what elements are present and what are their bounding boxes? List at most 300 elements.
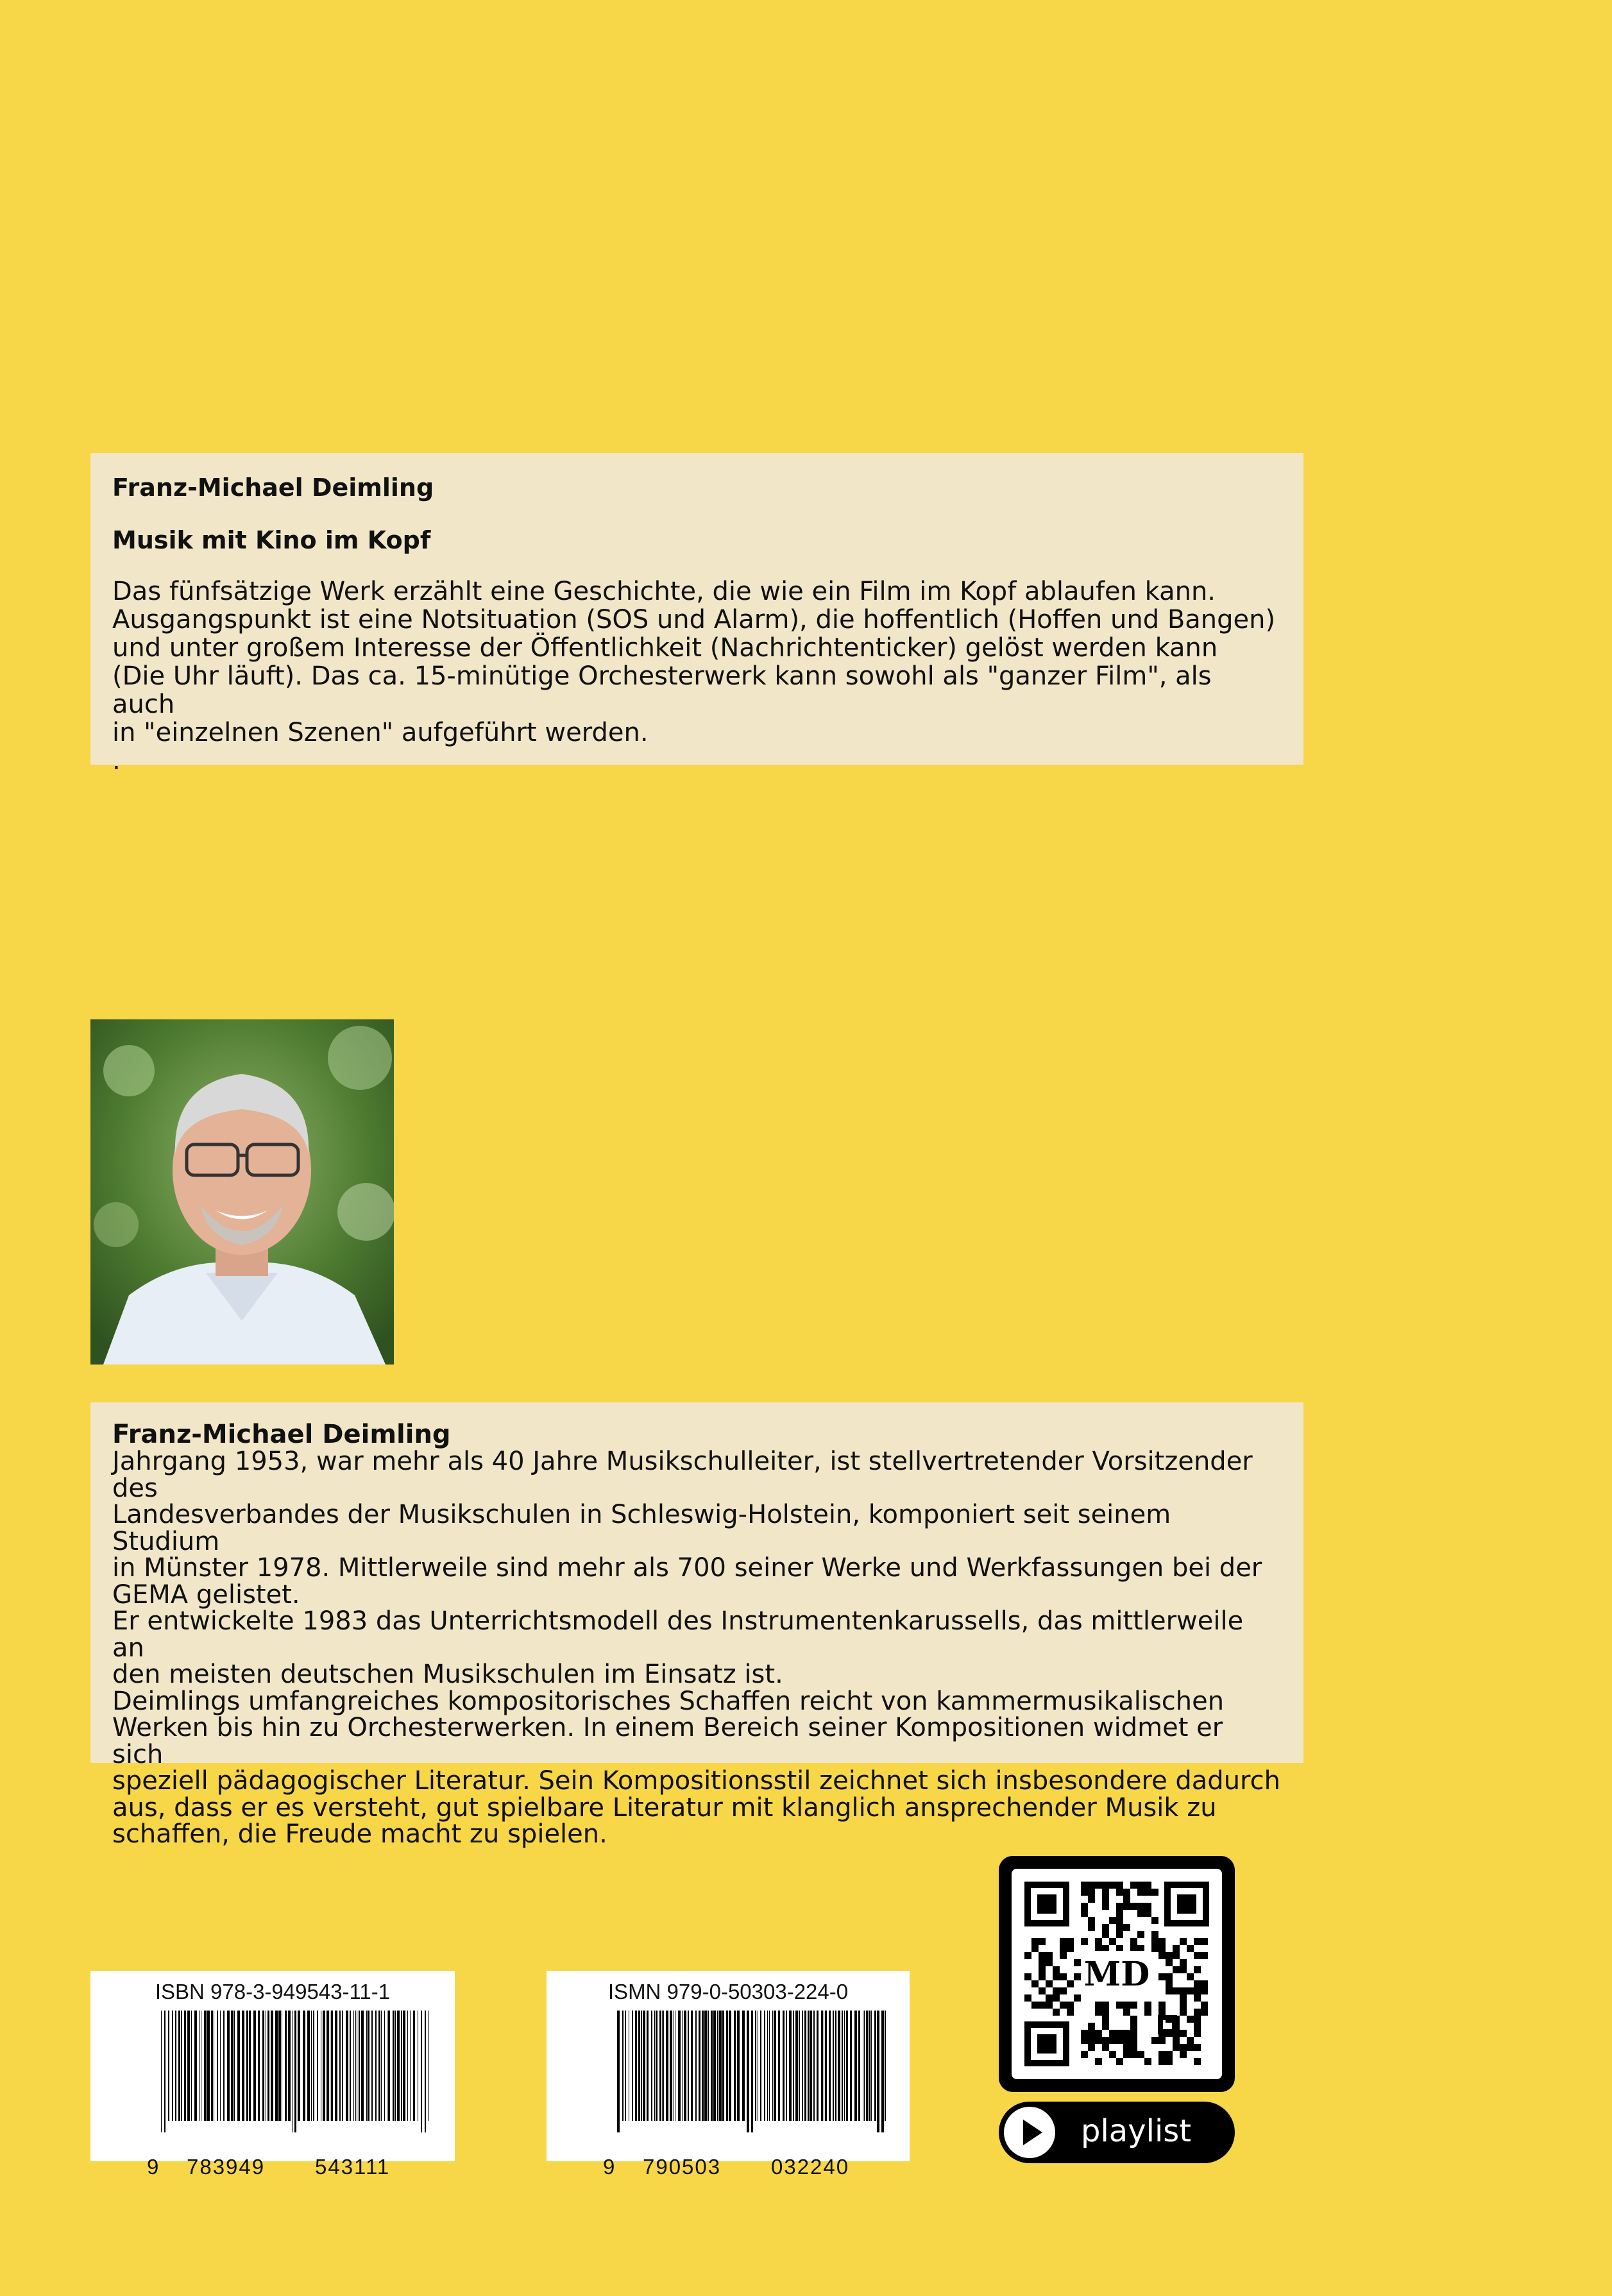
barcode-bar (342, 2011, 343, 2121)
composer-portrait-photo (90, 1019, 394, 1365)
barcode-bar (249, 2011, 251, 2121)
barcode-bar (428, 2011, 429, 2121)
qr-module (1067, 1945, 1074, 1952)
qr-module (1116, 1924, 1123, 1931)
barcode-bar (275, 2011, 278, 2121)
barcode-bar (864, 2011, 865, 2121)
qr-module (1116, 2058, 1123, 2065)
barcode-bar (317, 2011, 318, 2121)
barcode-bar (191, 2011, 192, 2121)
ismn-digit-first: 9 (603, 2155, 616, 2179)
bio-text: Jahrgang 1953, war mehr als 40 Jahre Musikschulleiter, ist stellvertretender Vorsitzender des Landesverbandes der Musikschulen in Schleswig-Holstein, komponiert seit seinem Studium in Münster 1978. Mittlerweile sind mehr als 700 seiner Werke und Werkfassungen bei der GEMA gelistet. Er entwickelte 1983 das Unterrichtsmodell des Instrumentenkarussells, das mittlerweile an den meisten deutschen Musikschulen im Einsatz ist. Deimlings umfangreiches kompositorisches Schaffen reicht von kammermusikalischen Werken bis hin zu Orchesterwerken. In einem Bereich seiner Kompositionen widmet er sich speziell pädagogischer Literatur. Sein Kompositionsstil zeichnet sich insbesondere dadurch aus, dass er es versteht, gut spielbare Literatur mit klanglich ansprechender Musik zu schaffen, die Freude macht zu spielen. (112, 1447, 1280, 1849)
qr-module (1158, 2009, 1166, 2016)
qr-module (1180, 1966, 1187, 1973)
qr-module (1031, 1980, 1039, 1987)
qr-module (1194, 1966, 1201, 1973)
qr-module (1187, 2044, 1194, 2051)
qr-module (1060, 1938, 1067, 1945)
qr-module (1130, 1882, 1137, 1889)
qr-module (1130, 2037, 1137, 2044)
qr-module (1130, 2016, 1137, 2023)
barcode-bar (767, 2011, 768, 2121)
barcode-bar (774, 2011, 776, 2121)
barcode-bar (846, 2011, 848, 2121)
barcode-bar (695, 2011, 697, 2121)
barcode-bar (361, 2011, 364, 2121)
qr-module (1088, 1924, 1095, 1931)
qr-module (1031, 1938, 1039, 1945)
qr-module (1102, 2023, 1109, 2030)
qr-module (1123, 1924, 1130, 1931)
qr-module (1088, 2030, 1095, 2037)
barcode-bar (346, 2011, 348, 2121)
barcode-bar (233, 2011, 235, 2121)
qr-module (1194, 2009, 1201, 2016)
qr-module (1158, 2002, 1166, 2009)
qr-module (1046, 1994, 1053, 2002)
barcode-bar (726, 2011, 728, 2121)
qr-module (1039, 1973, 1046, 1980)
qr-module (1039, 1966, 1046, 1973)
barcode-bar (793, 2011, 794, 2121)
ismn-digit-group1: 790503 (643, 2155, 722, 2179)
qr-module (1166, 2030, 1173, 2037)
barcode-bar (799, 2011, 800, 2121)
barcode-bar (635, 2011, 637, 2121)
barcode-bar (617, 2011, 620, 2132)
qr-module (1046, 1952, 1053, 1959)
qr-module (1039, 2002, 1046, 2009)
qr-module (1088, 1882, 1095, 1889)
qr-module (1116, 2037, 1123, 2044)
barcode-bar (395, 2011, 396, 2121)
barcode-bar (702, 2011, 704, 2121)
qr-module (1180, 2002, 1187, 2009)
qr-module (1173, 2044, 1180, 2051)
barcode-bar (719, 2011, 722, 2121)
qr-module (1187, 2016, 1194, 2023)
barcode-bar (242, 2011, 244, 2121)
qr-module (1102, 1924, 1109, 1931)
qr-module (1130, 2030, 1137, 2037)
barcode-bar (842, 2011, 843, 2121)
isbn-barcode (90, 1971, 455, 2179)
barcode-bar (808, 2011, 810, 2121)
barcode-bar (643, 2011, 645, 2121)
qr-module (1123, 2051, 1130, 2058)
barcode-bar (795, 2011, 798, 2121)
barcode-bar (729, 2011, 731, 2121)
barcode-bar (161, 2011, 162, 2132)
qr-module (1116, 2030, 1123, 2037)
barcode-bar (403, 2011, 405, 2121)
qr-module (1201, 2002, 1208, 2009)
qr-module (1166, 1952, 1173, 1959)
qr-module (1039, 1952, 1046, 1959)
barcode-bar (778, 2011, 780, 2121)
barcode-bar (401, 2011, 402, 2121)
barcode-bar (355, 2011, 356, 2121)
qr-module (1180, 2009, 1187, 2016)
barcode-bar (869, 2011, 870, 2121)
qr-module (1053, 1987, 1060, 1994)
qr-module (1180, 2044, 1187, 2051)
qr-module (1081, 1910, 1088, 1917)
qr-module (1116, 1903, 1123, 1910)
qr-module (1194, 2016, 1201, 2023)
barcode-bar (339, 2011, 341, 2121)
qr-module (1095, 2058, 1102, 2065)
barcode-bar (755, 2011, 756, 2121)
qr-module (1187, 1973, 1194, 1980)
barcode-bar (335, 2011, 337, 2121)
qr-module (1173, 1966, 1180, 1973)
qr-module (1109, 2051, 1116, 2058)
qr-module (1201, 1980, 1208, 1987)
barcode-bar (303, 2011, 305, 2121)
qr-module (1151, 1938, 1158, 1945)
qr-module (1151, 1917, 1158, 1924)
qr-module (1201, 1987, 1208, 1994)
qr-module (1109, 2037, 1116, 2044)
qr-module (1031, 1945, 1039, 1952)
qr-module (1039, 1987, 1046, 1994)
qr-module (1144, 2009, 1151, 2016)
qr-module (1158, 2030, 1166, 2037)
qr-module (1074, 1959, 1081, 1966)
barcode-bar (366, 2011, 368, 2121)
barcode-bar (877, 2011, 879, 2132)
qr-module (1187, 1945, 1194, 1952)
barcode-bar (288, 2011, 291, 2121)
qr-module (1102, 2044, 1109, 2051)
qr-module (1116, 2002, 1123, 2009)
qr-module (1116, 1889, 1123, 1896)
qr-module (1081, 1938, 1088, 1945)
qr-module (1095, 2002, 1102, 2009)
qr-module (1046, 1980, 1053, 1987)
barcode-bar (231, 2011, 233, 2121)
barcode-bar (802, 2011, 803, 2121)
barcode-bar (734, 2011, 736, 2121)
qr-module (1046, 2002, 1053, 2009)
qr-module (1095, 2037, 1102, 2044)
qr-module (1166, 1987, 1173, 1994)
qr-module (1158, 2037, 1166, 2044)
qr-module (1024, 1952, 1031, 1959)
qr-module (1144, 1882, 1151, 1889)
qr-module (1180, 1959, 1187, 1966)
qr-module (1109, 1938, 1116, 1945)
qr-module (1151, 1931, 1158, 1938)
qr-module (1123, 1903, 1130, 1910)
qr-module (1144, 1889, 1151, 1896)
qr-module (1081, 1882, 1088, 1889)
qr-module (1173, 2037, 1180, 2044)
qr-module (1102, 1896, 1109, 1903)
isbn-digit-group1: 783949 (187, 2155, 266, 2179)
qr-module (1137, 1889, 1144, 1896)
qr-module (1158, 1952, 1166, 1959)
qr-module (1144, 1903, 1151, 1910)
barcode-bar (678, 2011, 681, 2121)
barcode-bar (271, 2011, 273, 2121)
barcode-bar (184, 2011, 186, 2121)
barcode-bar (699, 2011, 700, 2121)
barcode-bar (407, 2011, 408, 2121)
barcode-bar (175, 2011, 176, 2121)
barcode-bar (375, 2011, 377, 2121)
composer-name: Franz-Michael Deimling (112, 473, 434, 502)
barcode-bar (764, 2011, 765, 2121)
qr-module (1024, 1994, 1031, 2002)
qr-module (1166, 2058, 1173, 2065)
work-title: Musik mit Kino im Kopf (112, 526, 431, 554)
qr-module (1088, 1896, 1095, 1903)
qr-module (1194, 1938, 1201, 1945)
barcode-bar (267, 2011, 269, 2121)
barcode-bar (194, 2011, 197, 2121)
qr-module (1067, 1980, 1074, 1987)
barcode-bar (881, 2011, 884, 2132)
barcode-bar (835, 2011, 836, 2121)
qr-module (1144, 2058, 1151, 2065)
qr-module (1123, 2037, 1130, 2044)
barcode-bar (651, 2011, 652, 2121)
barcode-bar (844, 2011, 845, 2121)
qr-module (1067, 1938, 1074, 1945)
barcode-bar (168, 2011, 169, 2121)
barcode-bar (870, 2011, 872, 2121)
qr-code-graphic (1012, 1869, 1222, 2079)
ismn-barcode (547, 1971, 910, 2179)
qr-module (1116, 1917, 1123, 1924)
qr-code-frame[interactable] (999, 1856, 1235, 2092)
qr-module (1102, 2002, 1109, 2009)
barcode-bar (220, 2011, 221, 2121)
barcode-bar (622, 2011, 624, 2121)
qr-module (1053, 2009, 1060, 2016)
qr-module (1173, 2030, 1180, 2037)
barcode-bar (825, 2011, 827, 2121)
barcode-bar (313, 2011, 314, 2121)
barcode-bar (813, 2011, 815, 2121)
barcode-bar (866, 2011, 868, 2121)
barcode-bar (850, 2011, 852, 2121)
barcode-bar (722, 2011, 724, 2121)
qr-module (1081, 1903, 1088, 1910)
qr-module (1095, 2030, 1102, 2037)
qr-module (1130, 1938, 1137, 1945)
qr-module (1137, 1931, 1144, 1938)
qr-module (1151, 1889, 1158, 1896)
qr-module (1102, 1903, 1109, 1910)
barcode-bar (833, 2011, 834, 2121)
qr-module (1109, 2030, 1116, 2037)
barcode-bar (172, 2011, 173, 2121)
barcode-bar (772, 2011, 773, 2121)
qr-module (1194, 2044, 1201, 2051)
barcode-bar (368, 2011, 369, 2121)
barcode-bar (237, 2011, 240, 2121)
barcode-bar (817, 2011, 819, 2121)
qr-module (1130, 1903, 1137, 1910)
qr-module (1053, 1973, 1060, 1980)
qr-module (1060, 1973, 1067, 1980)
qr-module (1201, 1938, 1208, 1945)
ismn-bars (617, 2011, 887, 2132)
barcode-bar (353, 2011, 354, 2121)
qr-module (1194, 2058, 1201, 2065)
barcode-bar (262, 2011, 264, 2121)
barcode-bar (711, 2011, 713, 2121)
qr-module (1102, 1889, 1109, 1896)
qr-module (1158, 2051, 1166, 2058)
barcode-bar (662, 2011, 663, 2121)
barcode-bar (684, 2011, 686, 2121)
barcode-bar (659, 2011, 661, 2121)
qr-module (1116, 1910, 1123, 1917)
qr-module (1151, 1945, 1158, 1952)
barcode-bar (885, 2011, 886, 2121)
qr-module (1201, 1952, 1208, 1959)
qr-module (1180, 1994, 1187, 2002)
barcode-bar (783, 2011, 785, 2121)
qr-module (1123, 2044, 1130, 2051)
qr-module (1158, 1938, 1166, 1945)
barcode-bar (187, 2011, 190, 2121)
barcode-bar (717, 2011, 718, 2121)
play-icon (1004, 2107, 1055, 2158)
qr-module (1166, 1959, 1173, 1966)
qr-module (1194, 2030, 1201, 2037)
qr-module (1088, 2023, 1095, 2030)
qr-module (1088, 2037, 1095, 2044)
qr-module (1123, 2002, 1130, 2009)
barcode-bar (199, 2011, 200, 2121)
qr-module (1130, 2002, 1137, 2009)
barcode-bar (307, 2011, 310, 2121)
qr-module (1088, 1889, 1095, 1896)
qr-module (1067, 2002, 1074, 2009)
barcode-bar (654, 2011, 655, 2121)
qr-module (1024, 1973, 1031, 1980)
barcode-bar (858, 2011, 860, 2121)
qr-code-icon[interactable] (1012, 1869, 1222, 2079)
qr-module (1109, 1882, 1116, 1889)
qr-module (1137, 1903, 1144, 1910)
barcode-bar (810, 2011, 812, 2121)
qr-module (1194, 1987, 1201, 1994)
ismn-digit-group2: 032240 (771, 2155, 850, 2179)
qr-module (1123, 2009, 1130, 2016)
barcode-bar (638, 2011, 640, 2121)
barcode-bar (829, 2011, 831, 2121)
qr-module (1137, 1910, 1144, 1917)
barcode-bar (311, 2011, 312, 2121)
qr-module (1130, 2044, 1137, 2051)
qr-module (1102, 2037, 1109, 2044)
barcode-bar (804, 2011, 806, 2121)
barcode-bar (413, 2011, 415, 2121)
qr-module (1130, 2023, 1137, 2030)
playlist-label: playlist (1081, 2113, 1192, 2149)
barcode-bar (393, 2011, 394, 2121)
qr-module (1039, 1959, 1046, 1966)
barcode-bar (246, 2011, 248, 2121)
qr-module (1074, 1973, 1081, 1980)
work-description: Das fünfsätzige Werk erzählt eine Geschichte, die wie ein Film im Kopf ablaufen kann. Ausgangspunkt ist eine Notsituation (SOS und Alarm), die hoffentlich (Hoffen und Bangen) und unter großem Interesse der Öffentlichkeit (Nachrichtenticker) gelöst werden kann (Die Uhr läuft). Das ca. 15-minütige Orchesterwerk kann sowohl als "ganzer Film", als auch in "einzelnen Szenen" aufgeführt werden. . (112, 577, 1276, 776)
qr-module (1173, 1987, 1180, 1994)
qr-module (1095, 1938, 1102, 1945)
barcode-bar (294, 2011, 296, 2132)
qr-module (1130, 2051, 1137, 2058)
qr-module (1060, 1945, 1067, 1952)
qr-module (1088, 1917, 1095, 1924)
barcode-bar (688, 2011, 689, 2121)
barcode-bar (789, 2011, 792, 2121)
qr-module (1039, 1938, 1046, 1945)
qr-module (1166, 2016, 1173, 2023)
isbn-label: ISBN 978-3-949543-11-1 (155, 1980, 391, 2003)
barcode-bar (410, 2011, 411, 2121)
barcode-bar (641, 2011, 642, 2121)
barcode-bar (704, 2011, 707, 2121)
barcode-bar (708, 2011, 709, 2121)
qr-module (1053, 1994, 1060, 2002)
barcode-bar (253, 2011, 256, 2121)
qr-module (1123, 1896, 1130, 1903)
barcode-bar (178, 2011, 180, 2121)
qr-module (1144, 2002, 1151, 2009)
portrait-photo (90, 1019, 394, 1365)
qr-module (1180, 2051, 1187, 2058)
qr-module (1158, 1945, 1166, 1952)
barcode-bar (331, 2011, 333, 2121)
qr-module (1180, 2030, 1187, 2037)
barcode-bar (258, 2011, 260, 2121)
qr-module (1067, 2009, 1074, 2016)
playlist-button[interactable] (999, 2102, 1235, 2163)
barcode-bar (350, 2011, 351, 2121)
barcode-bar (223, 2011, 225, 2121)
isbn-bars (161, 2011, 430, 2132)
qr-module (1081, 2037, 1088, 2044)
qr-module (1187, 2037, 1194, 2044)
barcode-bar (747, 2011, 749, 2132)
barcode-bar (737, 2011, 740, 2121)
barcode-bar (181, 2011, 182, 2121)
barcode-bar (388, 2011, 390, 2121)
qr-module (1173, 1945, 1180, 1952)
qr-module (1060, 2002, 1067, 2009)
qr-module (1081, 2030, 1088, 2037)
barcode-bar (691, 2011, 693, 2121)
barcode-bar (359, 2011, 360, 2121)
qr-logo: MD (1083, 1955, 1150, 1994)
qr-module (1137, 2051, 1144, 2058)
qr-module (1187, 1987, 1194, 1994)
barcode-bar (378, 2011, 380, 2121)
qr-module (1102, 2009, 1109, 2016)
qr-module (1194, 1994, 1201, 2002)
barcode-bar (821, 2011, 823, 2121)
qr-module (1081, 2051, 1088, 2058)
qr-module (1060, 1952, 1067, 1959)
qr-module (1095, 2009, 1102, 2016)
barcode-bar (666, 2011, 668, 2121)
qr-module (1116, 1931, 1123, 1938)
